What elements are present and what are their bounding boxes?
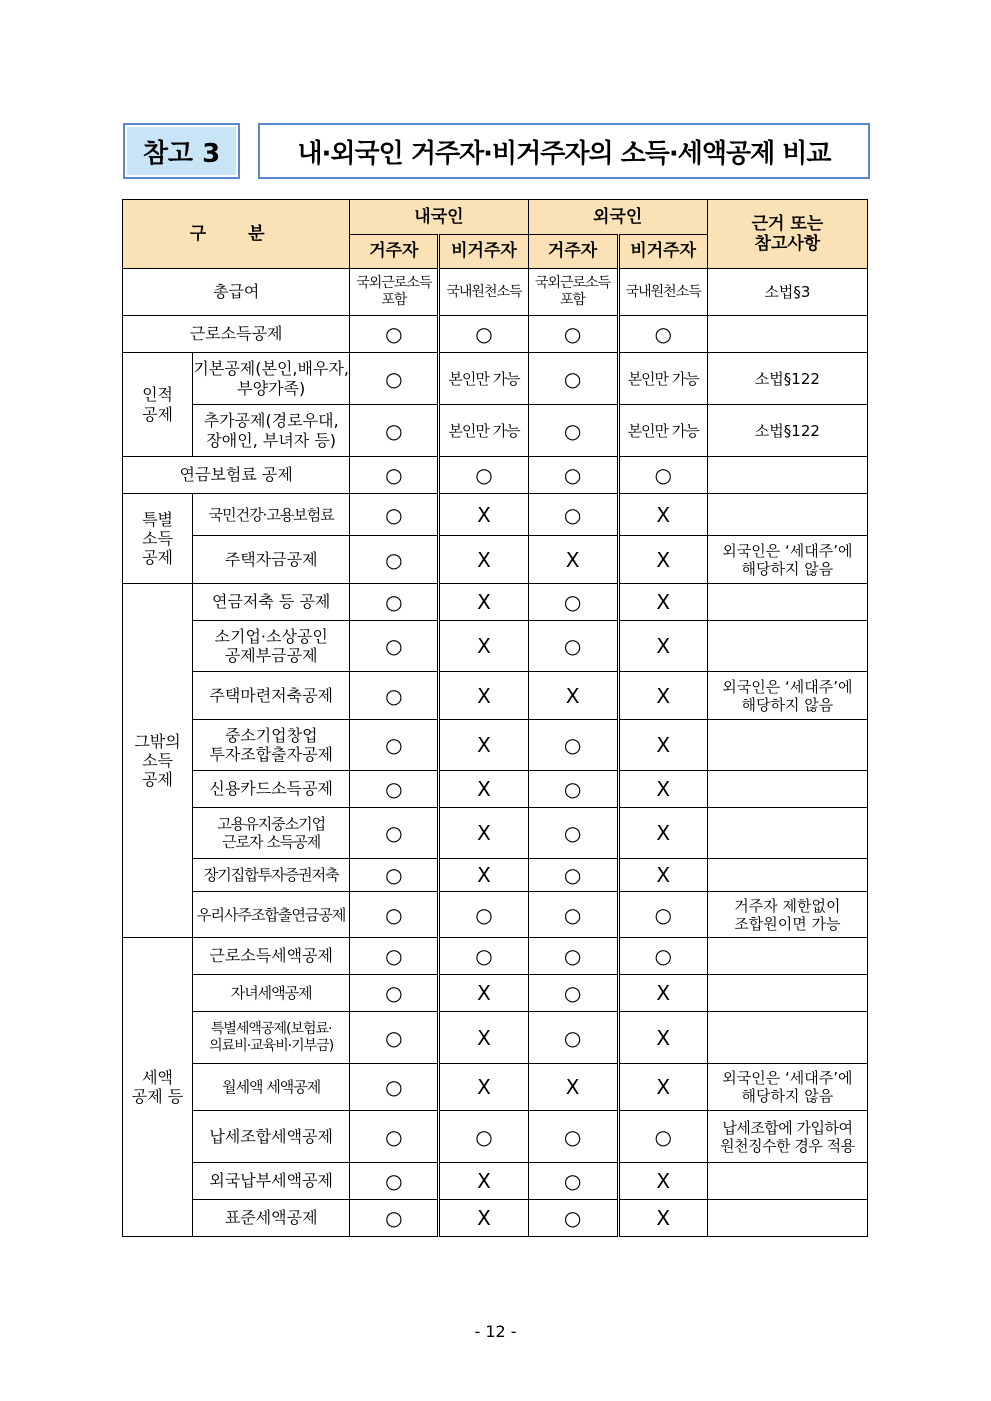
cell: X [618,1012,707,1064]
header-domestic-nonresident: 비거주자 [439,235,528,269]
note-cell [707,938,867,975]
table-row [123,494,868,536]
row-label: 주택자금공제 [193,536,350,584]
table-row [123,1012,868,1064]
table-row [123,457,868,494]
cell: ○ [528,584,618,621]
cell: ○ [350,1163,439,1200]
cell: X [439,672,528,720]
note-cell [707,584,867,621]
cell: 본인만 가능 [439,353,528,405]
cell: ○ [350,405,439,457]
cell: ○ [350,771,439,808]
group-label-special: 특별 소득 공제 [123,494,193,584]
cell: X [618,494,707,536]
cell: X [439,584,528,621]
row-label: 주택마련저축공제 [193,672,350,720]
cell: ○ [350,975,439,1012]
cell: X [528,536,618,584]
table-row [123,771,868,808]
cell: ○ [350,536,439,584]
row-label: 표준세액공제 [193,1200,350,1237]
cell: ○ [528,494,618,536]
row-label: 외국납부세액공제 [193,1163,350,1200]
cell: X [618,621,707,672]
cell: X [618,975,707,1012]
header-category: 구 분 [123,200,350,269]
cell: 본인만 가능 [618,405,707,457]
note-cell [707,494,867,536]
cell: X [618,1200,707,1237]
note-cell [707,1200,867,1237]
table-row [123,621,868,672]
page-number: - 12 - [474,1322,517,1341]
note-cell: 외국인은 ‘세대주’에 해당하지 않음 [707,536,867,584]
table-row [123,1111,868,1163]
cell: ○ [350,621,439,672]
cell: ○ [528,892,618,938]
note-cell: 외국인은 ‘세대주’에 해당하지 않음 [707,672,867,720]
cell: ○ [350,720,439,771]
cell: X [439,975,528,1012]
table-row [123,1064,868,1111]
cell: X [618,672,707,720]
cell: ○ [350,808,439,859]
note-cell: 납세조합에 가입하여 원천징수한 경우 적용 [707,1111,867,1163]
cell: 본인만 가능 [618,353,707,405]
cell: ○ [350,892,439,938]
row-label: 연금저축 등 공제 [193,584,350,621]
cell: ○ [618,1111,707,1163]
cell: 국외근로소득 포함 [350,269,439,316]
cell: ○ [439,457,528,494]
cell: ○ [350,1064,439,1111]
cell: ○ [528,1111,618,1163]
cell: ○ [528,1163,618,1200]
cell: 국내원천소득 [618,269,707,316]
table-row [123,892,868,938]
cell: ○ [350,1200,439,1237]
note-cell [707,720,867,771]
row-label: 기본공제(본인,배우자, 부양가족) [193,353,350,405]
cell: 본인만 가능 [439,405,528,457]
table-row [123,975,868,1012]
cell: X [618,584,707,621]
cell: ○ [350,859,439,892]
reference-tag: 참고 3 [123,123,240,179]
row-label: 고용유지중소기업 근로자 소득공제 [193,808,350,859]
row-label: 신용카드소득공제 [193,771,350,808]
cell: X [439,1163,528,1200]
cell: ○ [528,859,618,892]
table-row [123,1163,868,1200]
note-cell: 거주자 제한없이 조합원이면 가능 [707,892,867,938]
cell: X [618,1163,707,1200]
row-label: 자녀세액공제 [193,975,350,1012]
cell: X [528,672,618,720]
cell: ○ [528,1200,618,1237]
note-cell: 소법§3 [707,269,867,316]
cell: 국내원천소득 [439,269,528,316]
cell: X [439,494,528,536]
row-label: 국민건강·고용보험료 [193,494,350,536]
cell: ○ [350,457,439,494]
table-row [123,938,868,975]
table-row [123,808,868,859]
cell: X [618,808,707,859]
table-row [123,353,868,405]
note-cell: 소법§122 [707,405,867,457]
cell: ○ [528,771,618,808]
table-row [123,859,868,892]
row-label: 총급여 [123,269,350,316]
cell: X [618,536,707,584]
row-label: 납세조합세액공제 [193,1111,350,1163]
cell: 국외근로소득 포함 [528,269,618,316]
cell: X [618,1064,707,1111]
table-row [123,720,868,771]
header-domestic-resident: 거주자 [350,235,439,269]
row-label: 근로소득세액공제 [193,938,350,975]
cell: X [439,1064,528,1111]
group-label-tax-credit: 세액 공제 등 [123,938,193,1237]
note-cell: 외국인은 ‘세대주’에 해당하지 않음 [707,1064,867,1111]
note-cell [707,1012,867,1064]
cell: ○ [528,316,618,353]
cell: ○ [528,1012,618,1064]
note-cell [707,316,867,353]
row-label: 월세액 세액공제 [193,1064,350,1111]
row-label: 연금보험료 공제 [123,457,350,494]
row-label: 추가공제(경로우대, 장애인, 부녀자 등) [193,405,350,457]
cell: X [618,720,707,771]
cell: X [439,1012,528,1064]
comparison-table [122,199,868,1237]
row-label: 소기업·소상공인 공제부금공제 [193,621,350,672]
row-label: 중소기업창업 투자조합출자공제 [193,720,350,771]
cell: ○ [528,621,618,672]
cell: X [439,808,528,859]
cell: ○ [439,316,528,353]
group-label-other: 그밖의 소득 공제 [123,584,193,938]
cell: ○ [350,316,439,353]
note-cell [707,621,867,672]
header-foreign: 외국인 [528,200,707,235]
header-foreign-nonresident: 비거주자 [618,235,707,269]
note-cell: 소법§122 [707,353,867,405]
cell: X [439,859,528,892]
cell: ○ [528,457,618,494]
cell: ○ [618,457,707,494]
note-cell [707,859,867,892]
cell: ○ [350,1111,439,1163]
table-row [123,536,868,584]
cell: X [618,771,707,808]
row-label: 장기집합투자증권저축 [193,859,350,892]
note-cell [707,457,867,494]
cell: ○ [439,938,528,975]
cell: ○ [618,938,707,975]
row-label: 우리사주조합출연금공제 [193,892,350,938]
cell: X [439,720,528,771]
cell: ○ [350,353,439,405]
table-row [123,405,868,457]
cell: X [439,1200,528,1237]
cell: ○ [618,316,707,353]
cell: X [528,1064,618,1111]
header-basis: 근거 또는 참고사항 [707,200,867,269]
cell: ○ [528,975,618,1012]
cell: X [618,859,707,892]
note-cell [707,1163,867,1200]
table-row [123,1200,868,1237]
table-row [123,672,868,720]
cell: ○ [618,892,707,938]
cell: X [439,771,528,808]
page-title: 내·외국인 거주자·비거주자의 소득·세액공제 비교 [258,123,870,179]
cell: ○ [350,938,439,975]
cell: ○ [350,672,439,720]
cell: X [439,536,528,584]
header-foreign-resident: 거주자 [528,235,618,269]
cell: ○ [528,808,618,859]
table-row [123,269,868,316]
group-label-personal: 인적 공제 [123,353,193,457]
table-row [123,316,868,353]
cell: ○ [439,892,528,938]
cell: ○ [528,405,618,457]
cell: ○ [439,1111,528,1163]
cell: ○ [528,720,618,771]
row-label: 근로소득공제 [123,316,350,353]
cell: ○ [528,353,618,405]
note-cell [707,808,867,859]
header-domestic: 내국인 [350,200,528,235]
cell: ○ [350,1012,439,1064]
table-row [123,584,868,621]
cell: X [439,621,528,672]
row-label: 특별세액공제(보험료· 의료비·교육비·기부금) [193,1012,350,1064]
note-cell [707,771,867,808]
note-cell [707,975,867,1012]
cell: ○ [350,494,439,536]
cell: ○ [350,584,439,621]
cell: ○ [528,938,618,975]
